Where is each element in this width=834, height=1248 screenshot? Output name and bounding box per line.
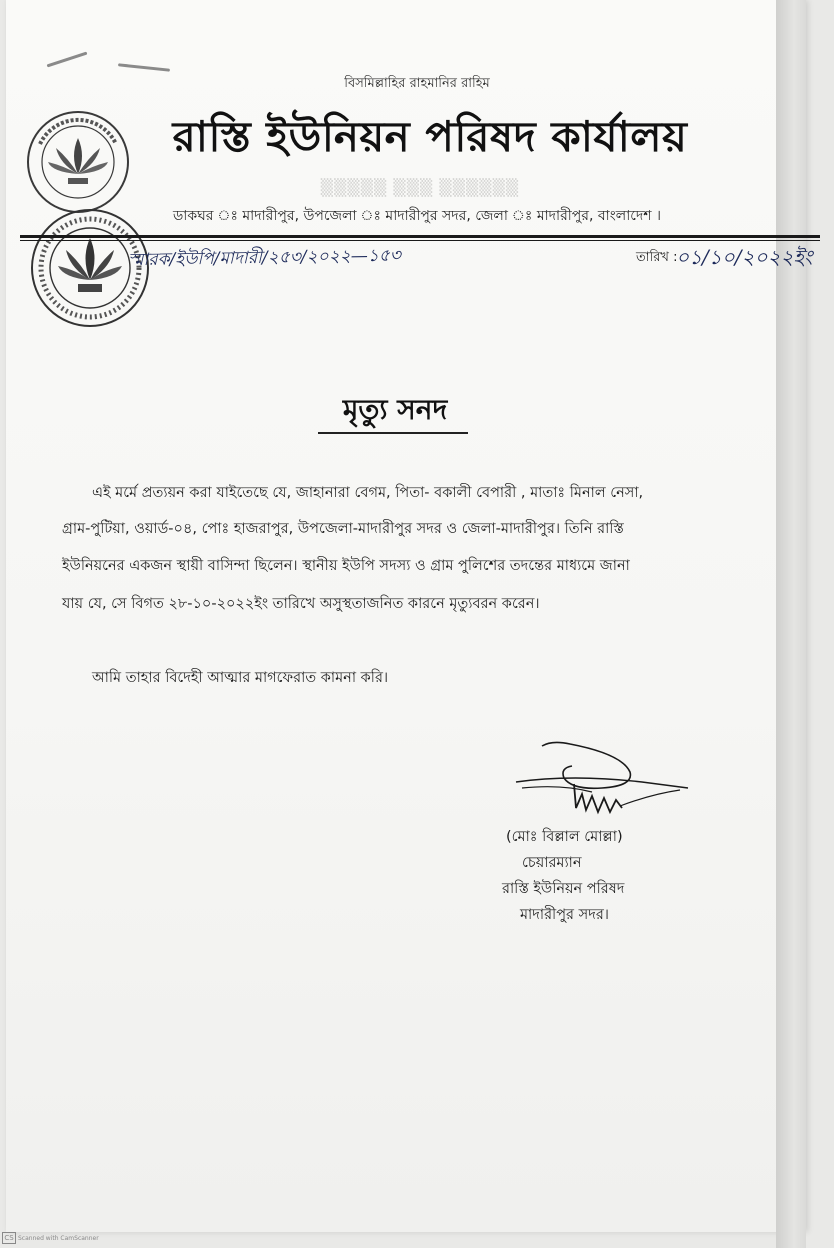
closing-text: আমি তাহার বিদেহী আত্মার মাগফেরাত কামনা করি।	[92, 670, 389, 686]
signatory-name: (মোঃ বিল্লাল মোল্লা)	[506, 829, 623, 845]
faded-subtitle: ▒▒▒▒▒ ▒▒▒ ▒▒▒▒▒▒	[320, 178, 520, 197]
signatory-location: মাদারীপুর সদর।	[520, 907, 609, 923]
camscanner-icon: CS	[2, 1232, 16, 1244]
signatory-designation: চেয়ারম্যান	[522, 855, 582, 871]
bismillah-line: বিসমিল্লাহির রাহমানির রাহিম	[344, 76, 490, 91]
scan-mark	[118, 63, 170, 71]
page-edge-shadow	[776, 0, 806, 1248]
certificate-title: মৃত্যু সনদ	[342, 393, 448, 426]
body-text-line: এই মর্মে প্রত্যয়ন করা যাইতেছে যে, জাহানারা বেগম, পিতা- বকালী বেপারী , মাতাঃ মিনাল নেসা,	[92, 485, 644, 501]
date-label: তারিখ :	[636, 250, 678, 265]
signatory-council: রাস্তি ইউনিয়ন পরিষদ	[502, 881, 625, 897]
header-rule	[20, 235, 820, 238]
office-address: ডাকঘর ঃ মাদারীপুর, উপজেলা ঃ মাদারীপুর সদর, জেলা ঃ মাদারীপুর, বাংলাদেশ ।	[173, 208, 661, 224]
header-rule-thin	[20, 240, 820, 241]
scanner-text: Scanned with CamScanner	[18, 1235, 99, 1242]
body-text-line: গ্রাম-পুটিয়া, ওয়ার্ড-০৪, পোঃ হাজরাপুর, উপজেলা-মাদারীপুর সদর ও জেলা-মাদারীপুর। তিনি রাস্তি	[62, 521, 624, 537]
body-text-line: যায় যে, সে বিগত ২৮-১০-২০২২ইং তারিখে অসুস্থতাজনিত কারনে মৃত্যুবরন করেন।	[62, 596, 540, 612]
memo-number: স্মারক/ইউপি/মাদারী/২৫৩/২০২২—১৫৩	[127, 245, 402, 271]
title-underline	[318, 432, 468, 434]
scanner-watermark	[2, 1232, 99, 1244]
office-title: রাস্তি ইউনিয়ন পরিষদ কার্যালয়	[172, 112, 688, 161]
issue-date: ০১/১০/২০২২ইং	[676, 245, 813, 269]
scan-mark	[47, 52, 88, 68]
body-text-line: ইউনিয়নের একজন স্থায়ী বাসিন্দা ছিলেন। স্থানীয় ইউপি সদস্য ও গ্রাম পুলিশের তদন্তের মাধ্যমে জানা	[62, 558, 630, 574]
government-seal-icon	[22, 108, 134, 216]
handwritten-signature	[512, 738, 692, 820]
